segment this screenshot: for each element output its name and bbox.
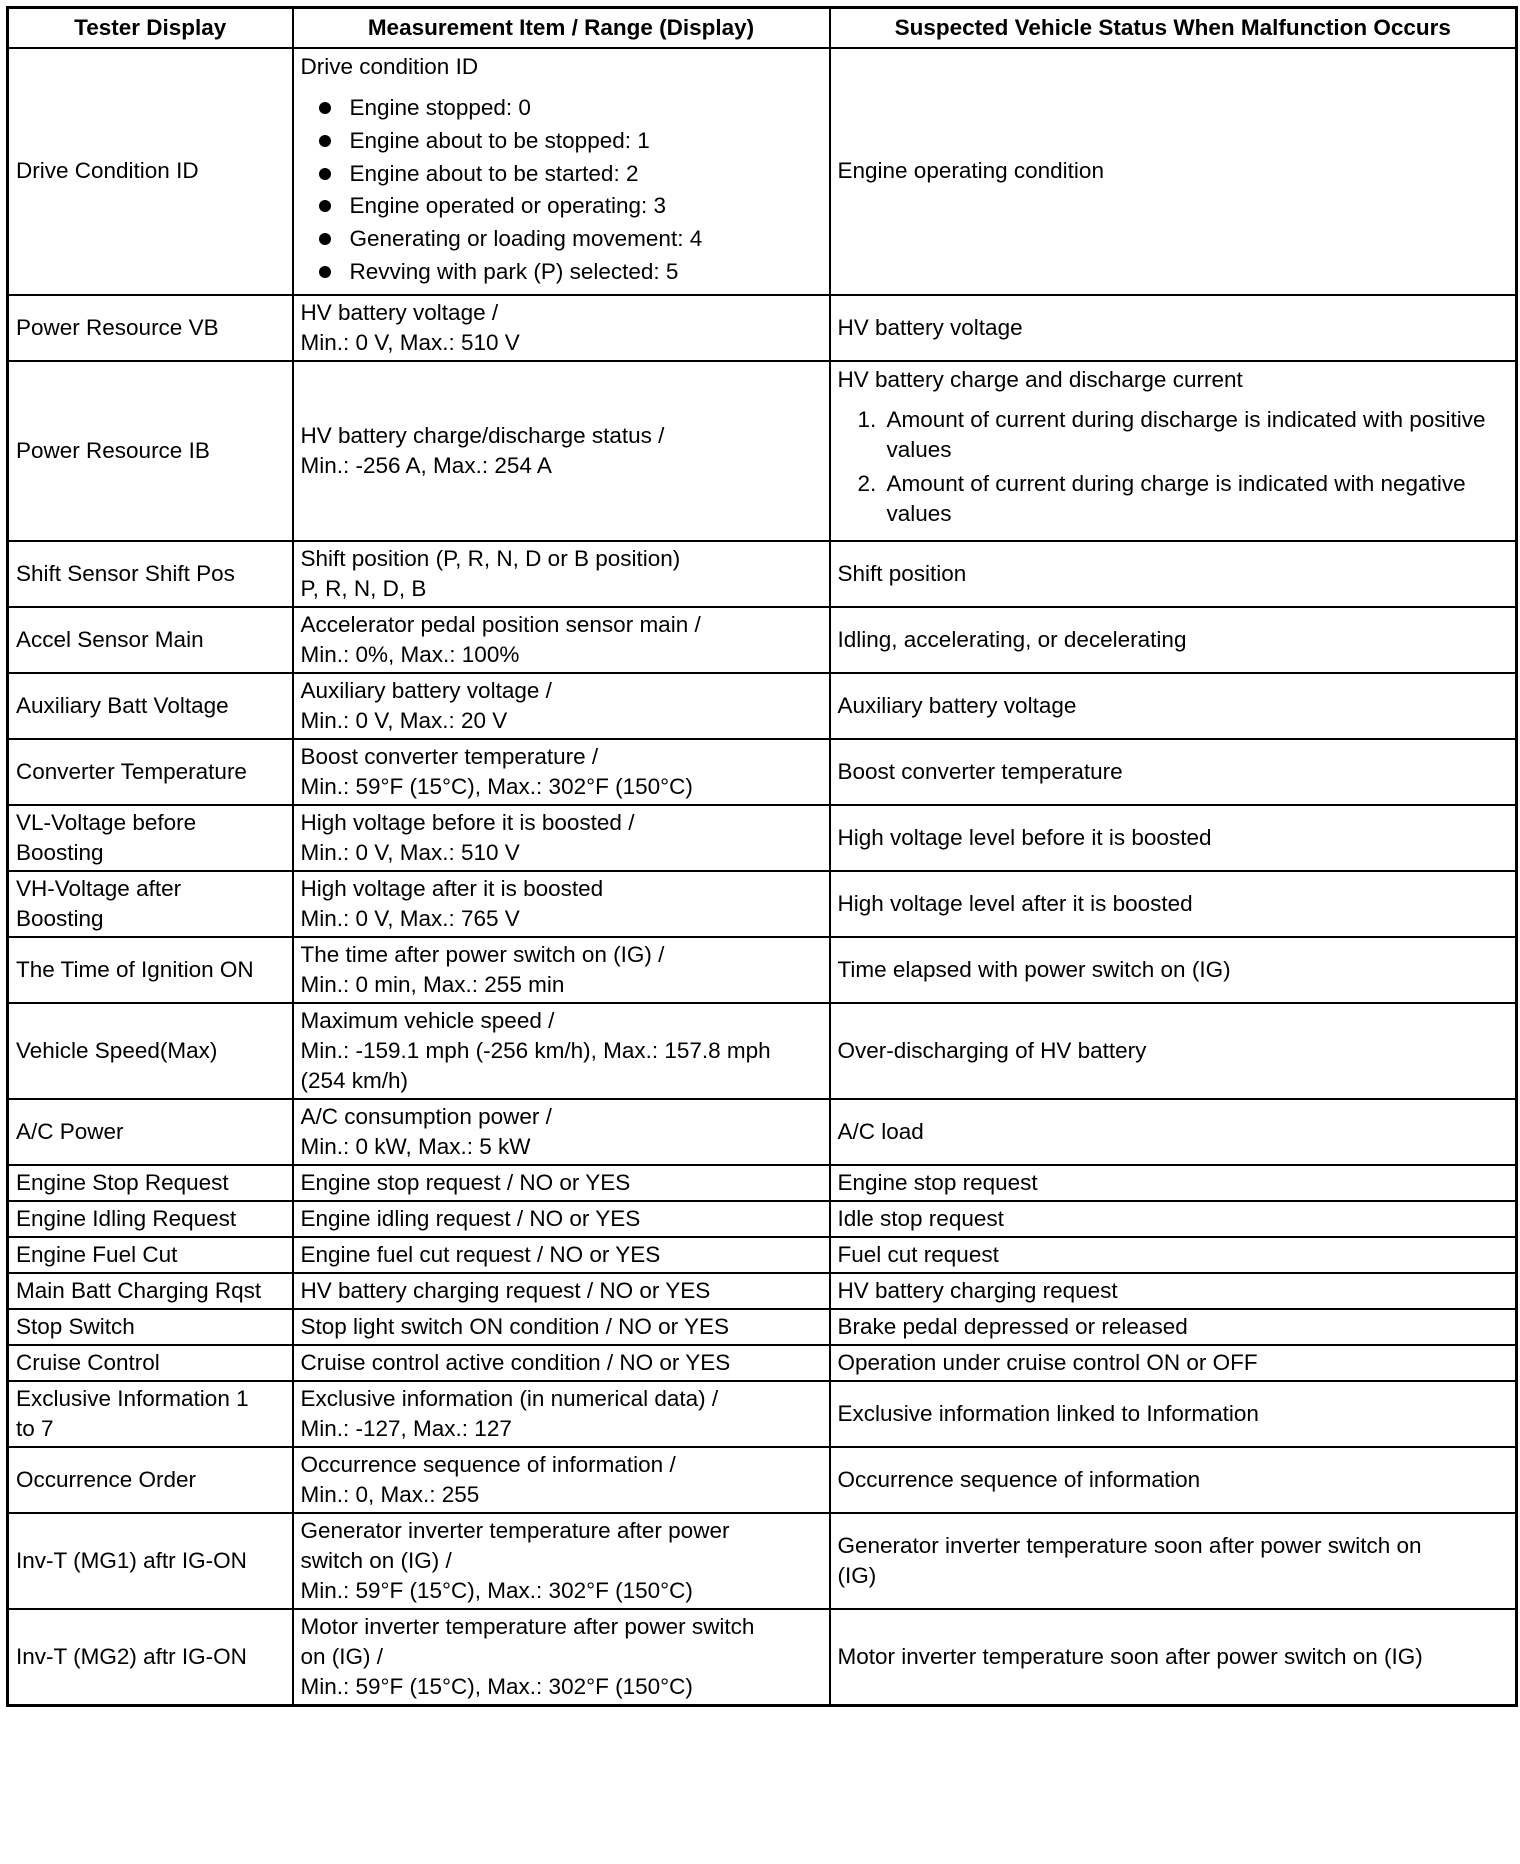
tester-display-cell	[8, 1447, 293, 1513]
measurement-text: Motor inverter temperature after power switch on (IG) / Min.: 59°F (15°C), Max.: 302°F (150°C)	[300, 1613, 755, 1699]
suspected-status-cell	[830, 361, 1517, 541]
suspected-status-intro: HV battery charge and discharge current	[837, 366, 1243, 392]
tester-display-cell	[8, 48, 293, 295]
tester-display-cell	[8, 1165, 293, 1201]
suspected-status-cell	[830, 1609, 1517, 1706]
measurement-cell	[293, 1381, 830, 1447]
suspected-status-cell	[830, 673, 1517, 739]
suspected-status-text: HV battery charging request	[837, 1277, 1118, 1303]
measurement-text: Engine fuel cut request / NO or YES	[300, 1241, 661, 1267]
suspected-status-cell	[830, 295, 1517, 361]
tester-display-cell	[8, 1273, 293, 1309]
suspected-status-text: Idle stop request	[837, 1205, 1004, 1231]
measurement-cell	[293, 1201, 830, 1237]
measurement-cell	[293, 1447, 830, 1513]
suspected-status-text: Occurrence sequence of information	[837, 1466, 1201, 1492]
tester-display-text: Inv-T (MG2) aftr IG-ON	[16, 1643, 247, 1669]
list-item: Engine about to be started: 2	[301, 158, 823, 191]
measurement-cell	[293, 1345, 830, 1381]
suspected-status-text: Shift position	[837, 560, 967, 586]
measurement-cell	[293, 1513, 830, 1609]
measurement-cell	[293, 607, 830, 673]
suspected-status-text: Auxiliary battery voltage	[837, 692, 1077, 718]
suspected-status-text: Generator inverter temperature soon after power switch on (IG)	[837, 1532, 1422, 1588]
suspected-status-cell	[830, 739, 1517, 805]
tester-display-cell	[8, 1003, 293, 1099]
header-tester-display: Tester Display	[8, 8, 293, 49]
measurement-cell	[293, 361, 830, 541]
measurement-text: Auxiliary battery voltage / Min.: 0 V, Max.: 20 V	[300, 677, 552, 733]
suspected-status-cell	[830, 1099, 1517, 1165]
tester-display-cell	[8, 1345, 293, 1381]
table-row	[8, 871, 1517, 937]
measurement-text: HV battery voltage / Min.: 0 V, Max.: 510 V	[300, 299, 520, 355]
tester-display-text: Main Batt Charging Rqst	[16, 1277, 262, 1303]
tester-display-text: A/C Power	[16, 1118, 124, 1144]
suspected-status-text: Time elapsed with power switch on (IG)	[837, 956, 1231, 982]
tester-display-text: Power Resource IB	[16, 437, 210, 463]
header-suspected-status: Suspected Vehicle Status When Malfunction Occurs	[830, 8, 1517, 49]
suspected-status-text: Motor inverter temperature soon after power switch on (IG)	[837, 1643, 1423, 1669]
tester-display-cell	[8, 1513, 293, 1609]
tester-display-text: Accel Sensor Main	[16, 626, 204, 652]
measurement-text: Shift position (P, R, N, D or B position) P, R, N, D, B	[300, 545, 681, 601]
current-notes-list	[838, 405, 1510, 529]
suspected-status-cell	[830, 1309, 1517, 1345]
measurement-text: A/C consumption power / Min.: 0 kW, Max.: 5 kW	[300, 1103, 552, 1159]
tester-display-text: VL-Voltage before Boosting	[16, 809, 197, 865]
list-item: Engine operated or operating: 3	[301, 190, 823, 223]
tester-display-cell	[8, 871, 293, 937]
data-list-table-container	[6, 6, 1515, 1707]
table-row	[8, 1201, 1517, 1237]
measurement-text: Stop light switch ON condition / NO or YES	[300, 1313, 730, 1339]
table-row	[8, 1003, 1517, 1099]
measurement-cell	[293, 1273, 830, 1309]
header-measurement-item: Measurement Item / Range (Display)	[293, 8, 830, 49]
measurement-cell	[293, 673, 830, 739]
tester-display-text: Drive Condition ID	[16, 158, 199, 184]
measurement-cell	[293, 1165, 830, 1201]
tester-display-text: Engine Idling Request	[16, 1205, 237, 1231]
measurement-intro: Drive condition ID	[300, 54, 479, 79]
drive-condition-list	[301, 92, 823, 289]
measurement-cell	[293, 1609, 830, 1706]
measurement-cell	[293, 1003, 830, 1099]
table-row	[8, 1609, 1517, 1706]
tester-display-cell	[8, 1609, 293, 1706]
list-item-text: Amount of current during discharge is indicated with positive values	[886, 406, 1486, 462]
suspected-status-cell	[830, 1273, 1517, 1309]
measurement-text: Exclusive information (in numerical data) / Min.: -127, Max.: 127	[300, 1385, 719, 1441]
table-row	[8, 1099, 1517, 1165]
table-row	[8, 541, 1517, 607]
tester-display-text: Cruise Control	[16, 1349, 160, 1375]
tester-display-cell	[8, 541, 293, 607]
list-item: Generating or loading movement: 4	[301, 223, 823, 256]
tester-display-text: Exclusive Information 1 to 7	[16, 1385, 249, 1441]
tester-display-text: The Time of Ignition ON	[16, 956, 254, 982]
tester-display-cell	[8, 607, 293, 673]
suspected-status-cell	[830, 1381, 1517, 1447]
suspected-status-text: High voltage level before it is boosted	[837, 824, 1212, 850]
tester-display-cell	[8, 937, 293, 1003]
suspected-status-text: HV battery voltage	[837, 314, 1023, 340]
measurement-text: HV battery charge/discharge status / Min.: -256 A, Max.: 254 A	[300, 422, 665, 478]
list-item	[838, 405, 1510, 465]
tester-display-text: Engine Fuel Cut	[16, 1241, 178, 1267]
table-row	[8, 1447, 1517, 1513]
measurement-text: Maximum vehicle speed / Min.: -159.1 mph (-256 km/h), Max.: 157.8 mph (254 km/h)	[300, 1007, 771, 1093]
list-item-text: Amount of current during charge is indicated with negative values	[886, 470, 1466, 526]
measurement-cell	[293, 1309, 830, 1345]
measurement-text: Accelerator pedal position sensor main / Min.: 0%, Max.: 100%	[300, 611, 701, 667]
suspected-status-cell	[830, 1201, 1517, 1237]
measurement-text: Engine stop request / NO or YES	[300, 1169, 631, 1195]
measurement-cell	[293, 1099, 830, 1165]
suspected-status-cell	[830, 871, 1517, 937]
measurement-text: The time after power switch on (IG) / Min.: 0 min, Max.: 255 min	[300, 941, 665, 997]
suspected-status-cell	[830, 1165, 1517, 1201]
tester-display-cell	[8, 295, 293, 361]
measurement-text: High voltage after it is boosted Min.: 0 V, Max.: 765 V	[300, 875, 604, 931]
tester-display-cell	[8, 805, 293, 871]
suspected-status-text: Exclusive information linked to Information	[837, 1400, 1259, 1426]
measurement-text: Generator inverter temperature after power switch on (IG) / Min.: 59°F (15°C), Max.: 302°F (150°C)	[300, 1517, 730, 1603]
measurement-text: HV battery charging request / NO or YES	[300, 1277, 711, 1303]
table-row	[8, 1513, 1517, 1609]
suspected-status-cell	[830, 1447, 1517, 1513]
measurement-cell	[293, 541, 830, 607]
tester-display-text: VH-Voltage after Boosting	[16, 875, 182, 931]
tester-display-text: Auxiliary Batt Voltage	[16, 692, 229, 718]
table-row	[8, 1165, 1517, 1201]
table-row-power-resource-ib	[8, 361, 1517, 541]
table-row-drive-condition	[8, 48, 1517, 295]
tester-display-text: Converter Temperature	[16, 758, 247, 784]
suspected-status-cell	[830, 1003, 1517, 1099]
list-item-number: 1.	[857, 406, 877, 432]
list-item: Engine about to be stopped: 1	[301, 125, 823, 158]
tester-display-cell	[8, 1237, 293, 1273]
tester-display-text: Engine Stop Request	[16, 1169, 229, 1195]
measurement-text: Engine idling request / NO or YES	[300, 1205, 641, 1231]
measurement-cell	[293, 295, 830, 361]
tester-display-text: Power Resource VB	[16, 314, 219, 340]
tester-display-cell	[8, 361, 293, 541]
list-item: Revving with park (P) selected: 5	[301, 256, 823, 289]
suspected-status-cell	[830, 1513, 1517, 1609]
list-item-number: 2.	[857, 470, 877, 496]
suspected-status-text: High voltage level after it is boosted	[837, 890, 1193, 916]
tester-display-text: Shift Sensor Shift Pos	[16, 560, 235, 586]
suspected-status-text: Brake pedal depressed or released	[837, 1313, 1188, 1339]
measurement-cell	[293, 1237, 830, 1273]
list-item: Engine stopped: 0	[301, 92, 823, 125]
table-row	[8, 937, 1517, 1003]
suspected-status-cell	[830, 48, 1517, 295]
table-row	[8, 1273, 1517, 1309]
suspected-status-cell	[830, 1345, 1517, 1381]
suspected-status-cell	[830, 805, 1517, 871]
measurement-text: Occurrence sequence of information / Min.: 0, Max.: 255	[300, 1451, 676, 1507]
tester-display-text: Inv-T (MG1) aftr IG-ON	[16, 1547, 247, 1573]
tester-display-cell	[8, 673, 293, 739]
tester-display-text: Vehicle Speed(Max)	[16, 1037, 218, 1063]
table-row-power-resource-vb	[8, 295, 1517, 361]
suspected-status-cell	[830, 607, 1517, 673]
table-row	[8, 1237, 1517, 1273]
suspected-status-text: Engine operating condition	[837, 158, 1104, 184]
measurement-cell	[293, 871, 830, 937]
tester-display-cell	[8, 1201, 293, 1237]
suspected-status-text: Idling, accelerating, or decelerating	[837, 626, 1187, 652]
measurement-cell	[293, 805, 830, 871]
measurement-text: High voltage before it is boosted / Min.: 0 V, Max.: 510 V	[300, 809, 635, 865]
suspected-status-text: A/C load	[837, 1118, 924, 1144]
suspected-status-cell	[830, 1237, 1517, 1273]
suspected-status-cell	[830, 937, 1517, 1003]
suspected-status-text: Over-discharging of HV battery	[837, 1037, 1147, 1063]
tester-display-cell	[8, 739, 293, 805]
suspected-status-text: Boost converter temperature	[837, 758, 1123, 784]
tester-display-cell	[8, 1099, 293, 1165]
suspected-status-cell	[830, 541, 1517, 607]
data-list-table	[6, 6, 1518, 1707]
suspected-status-text: Fuel cut request	[837, 1241, 999, 1267]
tester-display-cell	[8, 1309, 293, 1345]
table-row	[8, 1345, 1517, 1381]
table-row	[8, 607, 1517, 673]
suspected-status-text: Engine stop request	[837, 1169, 1038, 1195]
table-row	[8, 739, 1517, 805]
tester-display-text: Occurrence Order	[16, 1466, 197, 1492]
measurement-cell	[293, 739, 830, 805]
tester-display-cell	[8, 1381, 293, 1447]
measurement-cell	[293, 937, 830, 1003]
list-item	[838, 469, 1510, 529]
table-row	[8, 1309, 1517, 1345]
table-row	[8, 805, 1517, 871]
tester-display-text: Stop Switch	[16, 1313, 135, 1339]
suspected-status-text: Operation under cruise control ON or OFF	[837, 1349, 1258, 1375]
measurement-text: Boost converter temperature / Min.: 59°F (15°C), Max.: 302°F (150°C)	[300, 743, 693, 799]
measurement-cell	[293, 48, 830, 295]
header-row	[8, 8, 1517, 49]
table-row	[8, 1381, 1517, 1447]
measurement-text: Cruise control active condition / NO or YES	[300, 1349, 731, 1375]
table-row	[8, 673, 1517, 739]
